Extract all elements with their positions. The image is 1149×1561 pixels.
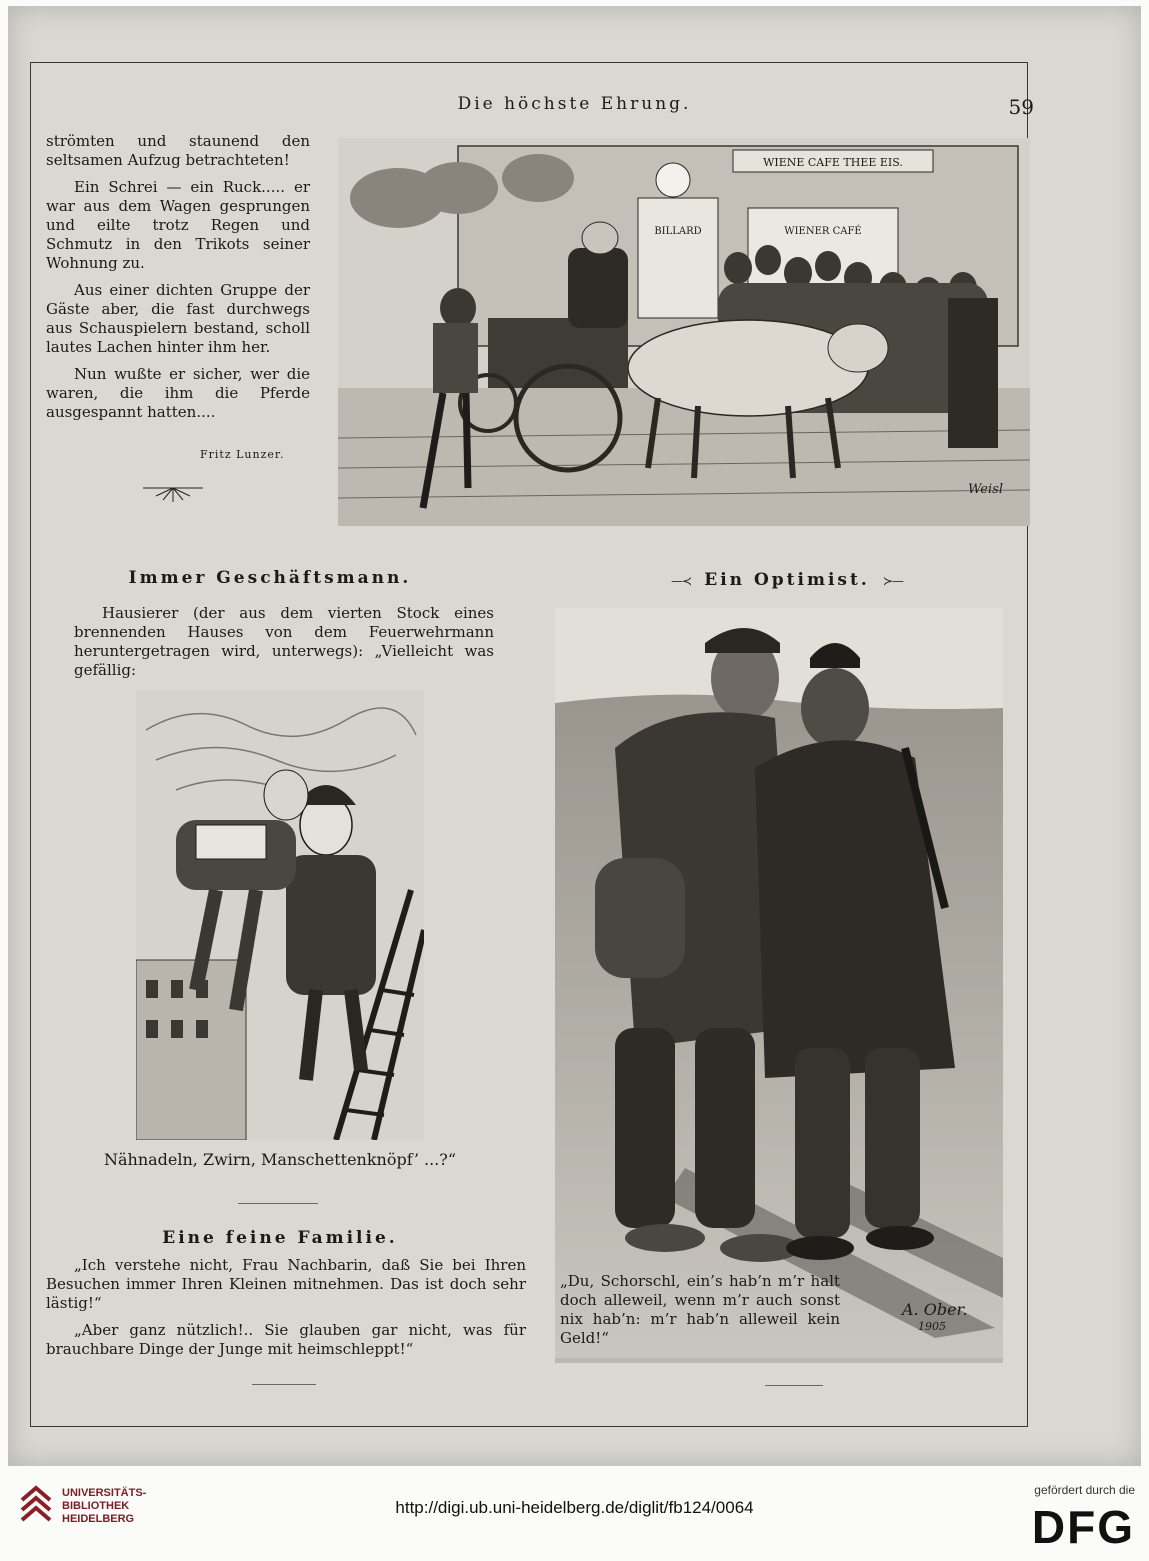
sign-billard: BILLARD <box>654 226 702 237</box>
story-paragraph: Nun wußte er sicher, wer die waren, die ihm die Pferde ausgespannt hatten.... <box>46 365 310 421</box>
left-ornament-icon: —≺ <box>671 574 692 588</box>
section-divider <box>238 1203 318 1204</box>
geschaeft-text <box>74 604 494 680</box>
sign-wiener-cafe: WIENER CAFÉ <box>784 226 862 237</box>
optimist-title-row <box>652 570 922 590</box>
story-paragraph: strömten und staunend den seltsamen Aufzug betrachteten! <box>46 132 310 169</box>
story-paragraph: Aus einer dichten Gruppe der Gäste aber, die fast durchwegs aus Schauspielern bestand, scholl lautes Lachen hinter ihm her. <box>46 281 310 356</box>
running-header: Die höchste Ehrung. <box>457 94 692 114</box>
library-line: BIBLIOTHEK <box>62 1500 130 1512</box>
familie-text <box>46 1256 526 1367</box>
artist-signature: A. Ober. <box>902 1300 968 1319</box>
geschaeft-paragraph: Hausierer (der aus dem vierten Stock eines brennenden Hauses von dem Feuerwehrmann heruntergetragen wird, unterwegs): „Vielleicht was gefällig: <box>74 604 494 679</box>
page-number: 59 <box>1008 95 1034 119</box>
section-divider <box>252 1384 316 1385</box>
library-line: HEIDELBERG <box>62 1513 135 1525</box>
dfg-logo: DFG <box>1031 1501 1135 1553</box>
geschaeft-caption: Nähnadeln, Zwirn, Manschettenknöpf’ ...?“ <box>103 1150 456 1169</box>
familie-paragraph: „Ich verstehe nicht, Frau Nachbarin, daß Sie bei Ihren Besuchen immer Ihren Kleinen mitnehmen. Das ist doch sehr lästig!“ <box>46 1256 526 1312</box>
illustration-signature: Weisl <box>968 482 1003 497</box>
illustration-fireman-ladder <box>136 690 424 1140</box>
permalink-url[interactable]: http://digi.ub.uni-heidelberg.de/diglit/fb124/0064 <box>395 1498 754 1517</box>
illustration-cart-crowd <box>338 138 1030 526</box>
sign-cafe-thee-eis: WIENE CAFE THEE EIS. <box>763 156 903 169</box>
right-ornament-icon: ≻— <box>882 574 903 588</box>
story-text-column <box>46 132 310 430</box>
section-title-optimist: Ein Optimist. <box>704 570 870 590</box>
artist-year: 1905 <box>918 1320 946 1333</box>
illustration-two-men-optimist <box>555 608 1003 1363</box>
funding-label: gefördert durch die <box>1034 1483 1135 1497</box>
story-author: Fritz Lunzer. <box>200 448 285 461</box>
familie-paragraph: „Aber ganz nützlich!.. Sie glauben gar nicht, was für brauchbare Dinge der Junge mit heimschleppt!“ <box>46 1321 526 1358</box>
optimist-caption: „Du, Schorschl, ein’s hab’n m’r halt doch alleweil, wenn m’r auch sonst nix hab’n: m’r hab’n alleweil kein Geld!“ <box>560 1272 840 1347</box>
section-title-geschaeftsmann: Immer Geschäftsmann. <box>128 568 412 588</box>
section-divider <box>765 1385 823 1386</box>
section-title-familie: Eine feine Familie. <box>162 1228 398 1248</box>
ornament-sunburst-icon <box>138 484 208 506</box>
story-paragraph: Ein Schrei — ein Ruck..... er war aus dem Wagen gesprungen und eilte trotz Regen und Schmutz in den Trikots seiner Wohnung zu. <box>46 178 310 272</box>
optimist-caption-box <box>560 1272 840 1348</box>
library-line: UNIVERSITÄTS- <box>62 1487 147 1499</box>
